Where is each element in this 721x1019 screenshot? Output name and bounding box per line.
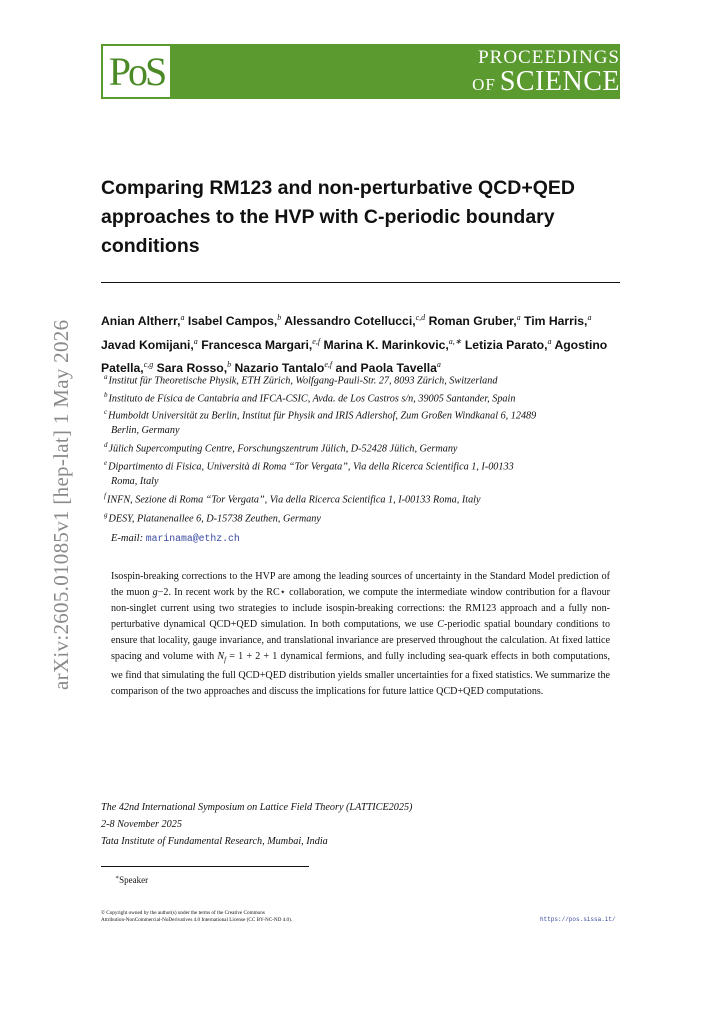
affiliation-b [104, 388, 624, 406]
affiliation-c [104, 405, 624, 438]
footnote-mark: ∗ [115, 875, 120, 881]
affiliation-mark: g [104, 511, 108, 519]
author-affiliation-mark: b [227, 360, 232, 370]
affiliation-d [104, 438, 624, 456]
author-affiliation-mark: e,f [312, 336, 321, 346]
footnote-divider [101, 866, 309, 867]
affiliation-a [104, 370, 624, 388]
author-name: Francesca Margari, [201, 337, 313, 352]
footnote [115, 874, 148, 885]
author-name: Alessandro Cotellucci, [284, 314, 416, 329]
author-affiliation-mark: e,f [324, 360, 333, 370]
copyright-line-2: Attribution-NonCommercial-NoDerivatives 4.0 International License (CC BY-NC-ND 4.0). [101, 917, 293, 923]
author-name: and Paola Tavella [335, 361, 437, 376]
affiliation-g [104, 508, 624, 526]
author-affiliation-mark: a [180, 313, 185, 322]
affiliation-f [104, 489, 624, 507]
author-name: Roman Gruber, [428, 314, 517, 329]
affiliation-line: Jülich Supercomputing Centre, Forschungszentrum Jülich, D-52428 Jülich, Germany [108, 443, 458, 455]
affiliation-line: Institut für Theoretische Physik, ETH Zürich, Wolfgang-Pauli-Str. 27, 8093 Zürich, Switzerland [108, 375, 498, 387]
author-name: Sara Rosso, [156, 361, 228, 376]
author-affiliation-mark: b [277, 313, 282, 322]
author-name: Anian Altherr, [101, 314, 181, 329]
title-divider [101, 282, 620, 283]
affiliation-e [104, 456, 624, 489]
affiliation-mark: e [104, 459, 108, 467]
conference-venue: Tata Institute of Fundamental Research, Mumbai, India [101, 836, 328, 847]
author-affiliation-mark: c,g [143, 360, 154, 370]
author-affiliation-mark: a [436, 360, 441, 370]
author-affiliation-mark: a,∗ [448, 336, 462, 346]
email-address-link[interactable]: marinama@ethz.ch [145, 533, 240, 544]
affiliation-line: Instituto de Física de Cantabria and IFCA-CSIC, Avda. de Los Castros s/n, 39005 Santander, Spain [108, 393, 516, 405]
affiliation-mark: d [104, 441, 108, 449]
affiliation-line: Dipartimento di Fisica, Università di Roma “Tor Vergata”, Via della Ricerca Scientifica 1, I-00133 [108, 461, 514, 473]
banner-science: SCIENCE [499, 66, 620, 97]
arxiv-identifier-stamp: arXiv:2605.01085v1 [hep-lat] 1 May 2026 [49, 319, 73, 690]
affiliation-mark: c [104, 408, 108, 416]
abstract-text: Isospin-breaking corrections to the HVP are among the leading sources of uncertainty in the Standard Model prediction of the muon g−2. In recent work by the RC⋆ collaboration, we compute the intermediate window contribution for a flavour non-singlet current using two strategies to include isospin-breaking corrections: the RM123 approach and a fully non-perturbative dynamical QCD+QED simulation. In both computations, we use C-periodic spatial boundary conditions to ensure that locality, gauge invariance, and translational invariance are preserved throughout the calculation. At fixed lattice spacing and volume with $N_f = 1 + 2 + 1$ dynamical fermions, and fully including sea-quark effects in both computations, we find that simulating the full QCD+QED distribution yields smaller uncertainties for a fixed statistics. We summarize the comparison of the two approaches and discuss the implications for future lattice QCD+QED computations. [111, 571, 611, 698]
affiliation-line: Roma, Italy [111, 476, 159, 488]
affiliation-mark: f [104, 492, 106, 500]
author-name: Javad Komijani, [101, 337, 194, 352]
author-affiliation-mark: a [516, 313, 521, 322]
pos-logo [101, 44, 172, 99]
author-affiliation-mark: c,d [415, 313, 426, 322]
conference-dates: 2-8 November 2025 [101, 819, 182, 830]
affiliation-line: DESY, Platanenallee 6, D-15738 Zeuthen, Germany [108, 513, 321, 525]
author-name: Nazario Tantalo [234, 361, 325, 376]
affiliation-mark: a [104, 373, 108, 381]
author-name: Isabel Campos, [187, 314, 278, 329]
banner-of-science [472, 66, 620, 98]
author-name: Tim Harris, [524, 314, 588, 329]
author-name: Agostino Patella, [101, 337, 608, 376]
banner-proceedings: PROCEEDINGS [478, 47, 620, 68]
affiliation-line: INFN, Sezione di Roma “Tor Vergata”, Via della Ricerca Scientifica 1, I-00133 Roma, Italy [106, 494, 481, 506]
contact-email [111, 533, 240, 544]
author-name: Marina K. Marinkovic, [323, 337, 449, 352]
affiliation-line: Humboldt Universität zu Berlin, Institut für Physik and IRIS Adlershof, Zum Großen Windkanal 6, 12489 [108, 410, 537, 422]
affiliation-line: Berlin, Germany [111, 425, 180, 437]
pos-logo-text: PoS [108, 48, 165, 94]
author-affiliation-mark: a [587, 313, 592, 322]
pos-url-link[interactable]: https://pos.sissa.it/ [540, 916, 616, 923]
email-label: E-mail: [111, 533, 144, 544]
paper-title: Comparing RM123 and non-perturbative QCD+QED approaches to the HVP with C-periodic boundary conditions [101, 177, 576, 257]
author-name: Letizia Parato, [464, 337, 548, 352]
author-list [101, 308, 621, 379]
author-affiliation-mark: a [547, 336, 552, 346]
banner-of: OF [472, 75, 496, 94]
footnote-text: Speaker [119, 875, 149, 885]
copyright-line-1: © Copyright owned by the author(s) under the terms of the Creative Commons [101, 910, 265, 916]
author-affiliation-mark: a [193, 336, 198, 346]
affiliation-mark: b [104, 391, 108, 399]
copyright-notice [101, 910, 292, 924]
conference-name: The 42nd International Symposium on Lattice Field Theory (LATTICE2025) [101, 802, 413, 813]
